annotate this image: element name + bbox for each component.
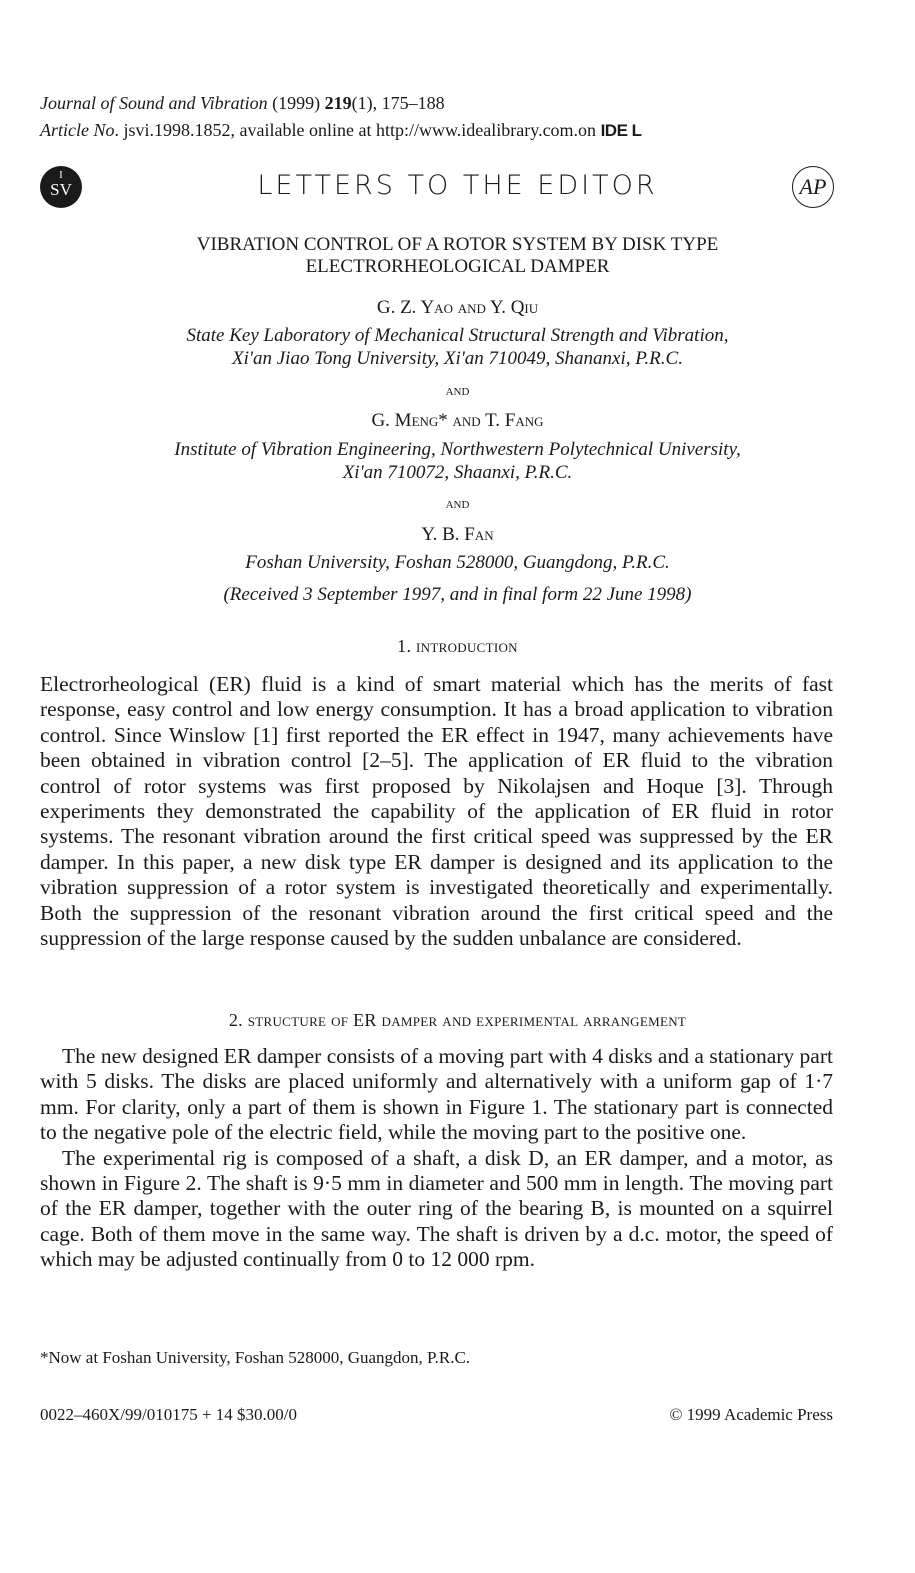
section-body: [40, 672, 833, 951]
sv-logo-top: I: [59, 169, 63, 181]
sv-logo-text: SV: [50, 180, 72, 199]
section-body: [40, 1044, 833, 1273]
affiliation: [0, 324, 915, 370]
received-dates: (Received 3 September 1997, and in final form 22 June 1998): [223, 584, 692, 605]
author-names: Y. B. Fan: [421, 524, 494, 545]
affiliation: [0, 438, 915, 484]
journal-issue-pages: (1), 175–188: [351, 93, 445, 113]
affiliation-line-2: Xi'an Jiao Tong University, Xi'an 710049, Shananxi, P.R.C.: [232, 348, 683, 369]
footer-code: 0022–460X/99/010175 + 14 $30.00/0: [40, 1405, 298, 1424]
journal-name: Journal of Sound and Vibration: [40, 93, 268, 113]
affiliation-line-1: State Key Laboratory of Mechanical Structural Strength and Vibration,: [186, 325, 729, 346]
and-separator: and: [445, 495, 470, 512]
title-line-1: VIBRATION CONTROL OF A ROTOR SYSTEM BY DISK TYPE: [196, 234, 719, 255]
and-separator: and: [445, 382, 470, 399]
section-heading: 2. structure of ER damper and experimental arrangement: [228, 1010, 687, 1030]
title-line-2: ELECTRORHEOLOGICAL DAMPER: [305, 256, 610, 277]
article-info: . jsvi.1998.1852, available online at http://www.idealibrary.com.on: [114, 120, 597, 140]
affiliation-line-1: Institute of Vibration Engineering, Northwestern Polytechnical University,: [174, 439, 741, 460]
paper-title: [0, 234, 915, 278]
footer-copyright: © 1999 Academic Press: [669, 1405, 833, 1424]
journal-citation: [40, 92, 445, 114]
author-names: G. Meng* and T. Fang: [371, 410, 544, 431]
author-names: G. Z. Yao and Y. Qiu: [376, 297, 539, 318]
affiliation-line-1: Foshan University, Foshan 528000, Guangdong, P.R.C.: [245, 552, 670, 573]
journal-volume: 219: [324, 93, 352, 113]
section-heading: 1. introduction: [397, 636, 518, 656]
paragraph: The experimental rig is composed of a shaft, a disk D, an ER damper, and a motor, as shown in Figure 2. The shaft is 9·5 mm in diameter and 500 mm in length. The moving part of the ER damper, together with the outer ring of the bearing B, is mounted on a squirrel cage. Both of them move in the same way. The shaft is driven by a d.c. motor, the speed of which may be adjusted continually from 0 to 12 000 rpm.: [40, 1145, 833, 1272]
affiliation-line-2: Xi'an 710072, Shaanxi, P.R.C.: [342, 462, 573, 483]
journal-year: (1999): [272, 93, 321, 113]
ap-logo-text: AP: [799, 174, 827, 199]
ideal-logo: IDE L: [600, 121, 642, 140]
paragraph: Electrorheological (ER) fluid is a kind of smart material which has the merits of fast response, easy control and low energy consumption. It has a broad application to vibration control. Since Winslow [1] first reported the ER effect in 1947, many achievements have been obtained in vibration control [2–5]. The application of ER fluid to the vibration control of rotor systems was first proposed by Nikolajsen and Hoque [3]. Through experiments they demonstrated the capability of the application of ER fluid in rotor systems. The resonant vibration around the first critical speed was suppressed by the ER damper. In this paper, a new disk type ER damper is designed and its application to the vibration suppression of a rotor system is investigated theoretically and experimentally. Both the suppression of the resonant vibration around the first critical speed and the suppression of the large response caused by the sudden unbalance are considered.: [40, 672, 833, 951]
footnote: *Now at Foshan University, Foshan 528000, Guangdon, P.R.C.: [40, 1348, 471, 1367]
paragraph: The new designed ER damper consists of a moving part with 4 disks and a stationary part with 5 disks. The disks are placed uniformly and alternatively with a uniform gap of 1·7 mm. For clarity, only a part of them is shown in Figure 1. The stationary part is connected to the negative pole of the electric field, while the moving part to the positive one.: [40, 1044, 833, 1145]
section-banner: LETTERS TO THE EDITOR: [257, 170, 658, 201]
article-label: Article No: [40, 120, 115, 140]
article-line: [40, 119, 642, 142]
